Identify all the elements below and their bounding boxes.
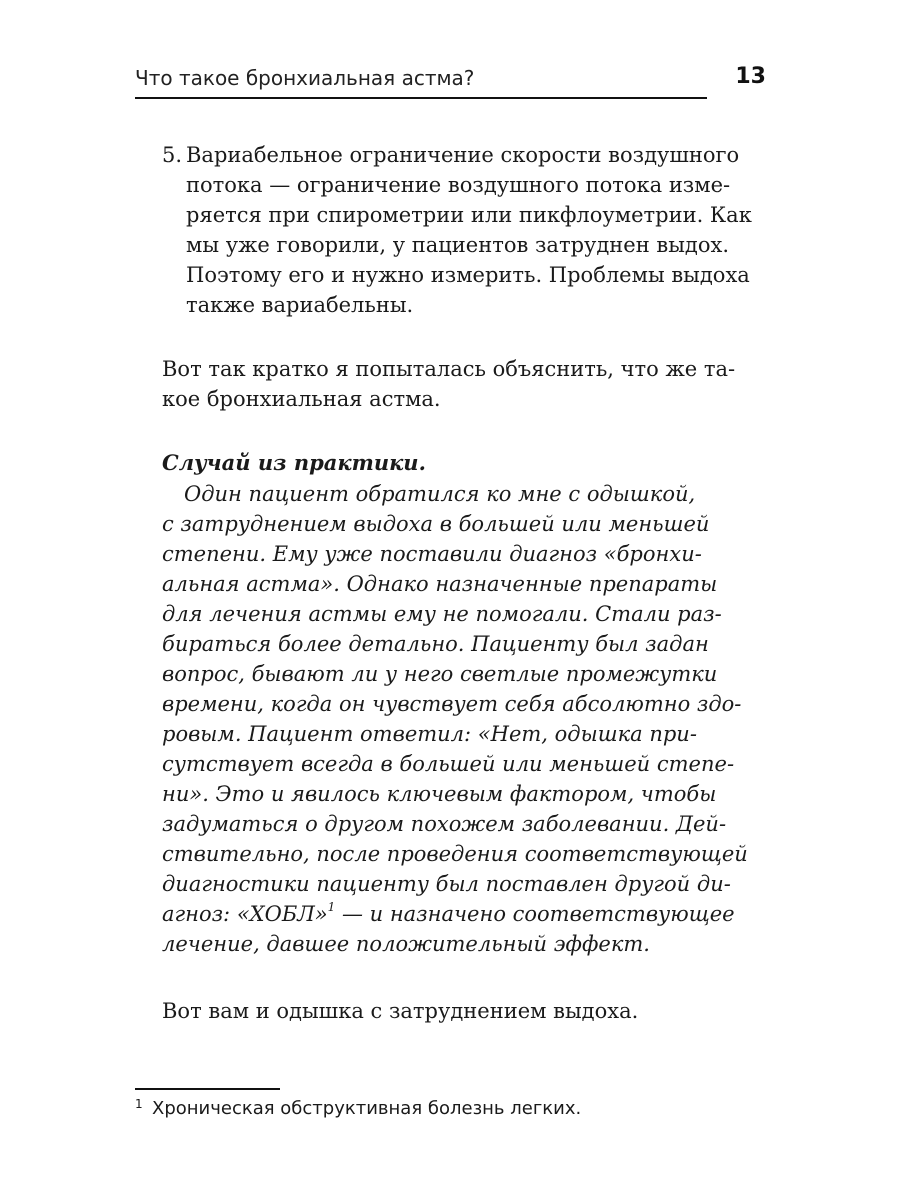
case-line: вопрос, бывают ли у него светлые промежутки <box>162 662 718 686</box>
case-line: альная астма». Однако назначенные препараты <box>162 572 718 596</box>
list-item-number: 5. <box>162 143 183 167</box>
case-heading: Случай из практики. <box>162 450 426 475</box>
case-line: ровым. Пациент ответил: «Нет, одышка при- <box>162 722 697 746</box>
page-number: 13 <box>735 64 766 89</box>
case-line: Один пациент обратился ко мне с одышкой, <box>184 482 696 506</box>
paragraph-line: Вот так кратко я попыталась объяснить, что же та- <box>162 357 736 381</box>
case-line-part: — и назначено соответствующее <box>335 902 735 926</box>
footnote-reference[interactable]: 1 <box>327 900 336 914</box>
paragraph-conclusion: Вот вам и одышка с затруднением выдоха. <box>162 999 639 1023</box>
list-line: ряется при спирометрии или пикфлоуметрии. Как <box>186 203 752 227</box>
case-line: ни». Это и явилось ключевым фактором, чтобы <box>162 782 717 806</box>
case-line: степени. Ему уже поставили диагноз «бронхи- <box>162 542 702 566</box>
case-line: задуматься о другом похожем заболевании. Дей- <box>162 812 727 836</box>
list-line: также вариабельны. <box>186 293 414 317</box>
running-header-title: Что такое бронхиальная астма? <box>135 66 475 90</box>
case-line: сутствует всегда в большей или меньшей степе- <box>162 752 735 776</box>
list-line: Вариабельное ограничение скорости воздушного <box>186 143 740 167</box>
footnote-rule <box>135 1088 280 1090</box>
case-line: для лечения астмы ему не помогали. Стали раз- <box>162 602 722 626</box>
case-line: бираться более детально. Пациенту был задан <box>162 632 709 656</box>
case-line: диагностики пациенту был поставлен другой ди- <box>162 872 731 896</box>
footnote-mark: 1 <box>135 1097 143 1111</box>
case-line: лечение, давшее положительный эффект. <box>162 932 650 956</box>
case-line: времени, когда он чувствует себя абсолютно здо- <box>162 692 742 716</box>
list-line: Поэтому его и нужно измерить. Проблемы выдоха <box>186 263 750 287</box>
case-line: ствительно, после проведения соответствующей <box>162 842 748 866</box>
paragraph-line: кое бронхиальная астма. <box>162 387 441 411</box>
header-rule <box>135 97 707 99</box>
case-line-with-footnote <box>162 899 735 929</box>
footnote-text: Хроническая обструктивная болезнь легких. <box>152 1098 582 1119</box>
list-line: потока — ограничение воздушного потока изме- <box>186 173 731 197</box>
list-line: мы уже говорили, у пациентов затруднен выдох. <box>186 233 730 257</box>
case-line: с затруднением выдоха в большей или меньшей <box>162 512 710 536</box>
case-line-part: агноз: «ХОБЛ» <box>162 902 328 926</box>
